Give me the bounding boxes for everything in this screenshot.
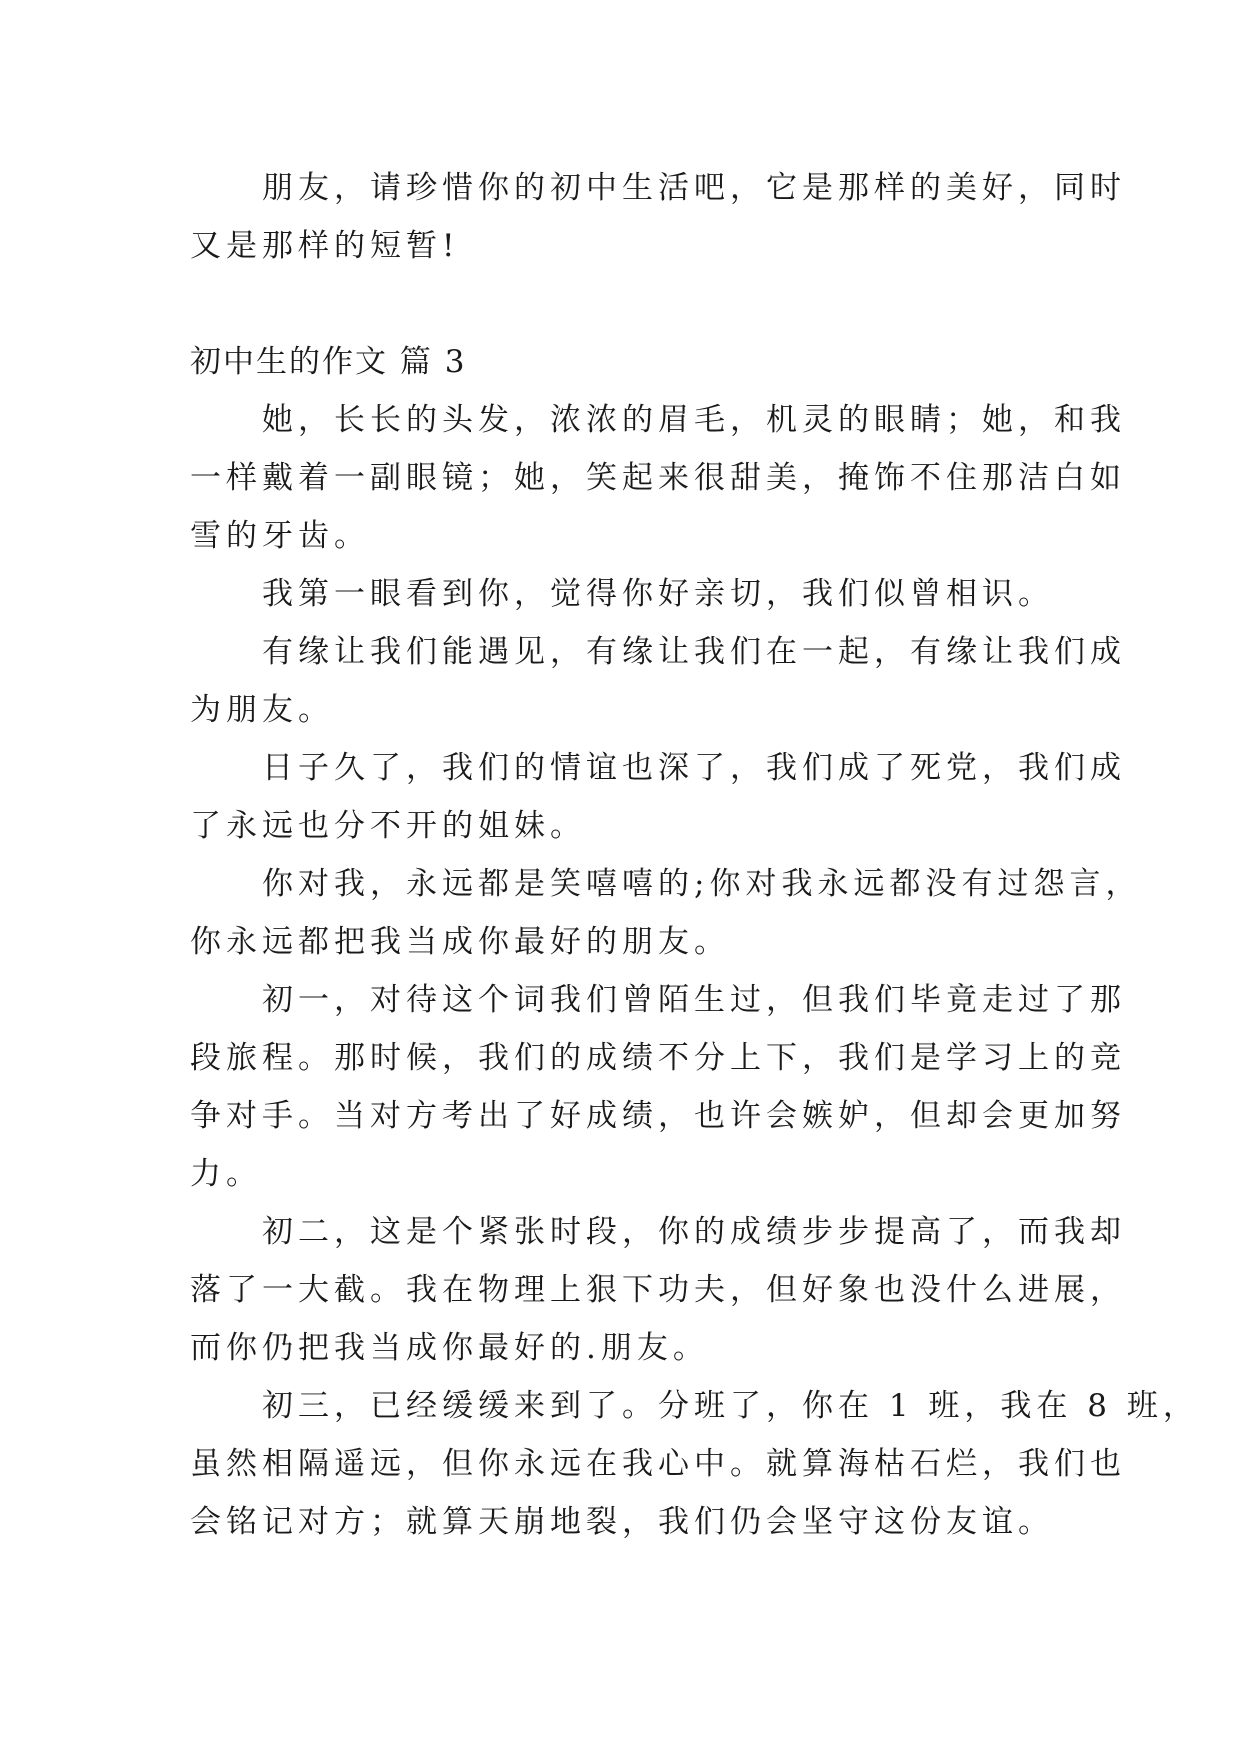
- paragraph-line: 一样戴着一副眼镜；她，笑起来很甜美，掩饰不住那洁白如: [190, 460, 1126, 496]
- paragraph-line: 会铭记对方；就算天崩地裂，我们仍会坚守这份友谊。: [190, 1504, 1054, 1540]
- paragraph-line: 落了一大截。我在物理上狠下功夫，但好象也没什么进展，: [190, 1272, 1126, 1308]
- paragraph-line: 而你仍把我当成你最好的.朋友。: [190, 1330, 709, 1366]
- paragraph-line: 争对手。当对方考出了好成绩，也许会嫉妒，但却会更加努: [190, 1098, 1126, 1134]
- paragraph-line: 朋友，请珍惜你的初中生活吧，它是那样的美好，同时: [190, 170, 1126, 206]
- paragraph-line: 初三，已经缓缓来到了。分班了，你在 1 班，我在 8 班，: [190, 1388, 1199, 1424]
- paragraph-line: 又是那样的短暂!: [190, 228, 460, 264]
- paragraph-line: 初一，对待这个词我们曾陌生过，但我们毕竟走过了那: [190, 982, 1126, 1018]
- paragraph-line: 段旅程。那时候，我们的成绩不分上下，我们是学习上的竞: [190, 1040, 1126, 1076]
- paragraph-line: 有缘让我们能遇见，有缘让我们在一起，有缘让我们成: [190, 634, 1126, 670]
- paragraph-line: 雪的牙齿。: [190, 518, 370, 554]
- paragraph-line: 日子久了，我们的情谊也深了，我们成了死党，我们成: [190, 750, 1126, 786]
- paragraph-line: 初二，这是个紧张时段，你的成绩步步提高了，而我却: [190, 1214, 1126, 1250]
- paragraph-line: 为朋友。: [190, 692, 334, 728]
- paragraph-line: 你对我，永远都是笑嘻嘻的;你对我永远都没有过怨言，: [190, 866, 1142, 902]
- section-heading: 初中生的作文 篇 3: [190, 344, 467, 380]
- paragraph-line: 你永远都把我当成你最好的朋友。: [190, 924, 730, 960]
- paragraph-line: 她，长长的头发，浓浓的眉毛，机灵的眼睛；她，和我: [190, 402, 1126, 438]
- paragraph-line: 力。: [190, 1156, 262, 1192]
- paragraph-line: 虽然相隔遥远，但你永远在我心中。就算海枯石烂，我们也: [190, 1446, 1126, 1482]
- paragraph-line: 了永远也分不开的姐妹。: [190, 808, 586, 844]
- paragraph-line: 我第一眼看到你，觉得你好亲切，我们似曾相识。: [190, 576, 1054, 612]
